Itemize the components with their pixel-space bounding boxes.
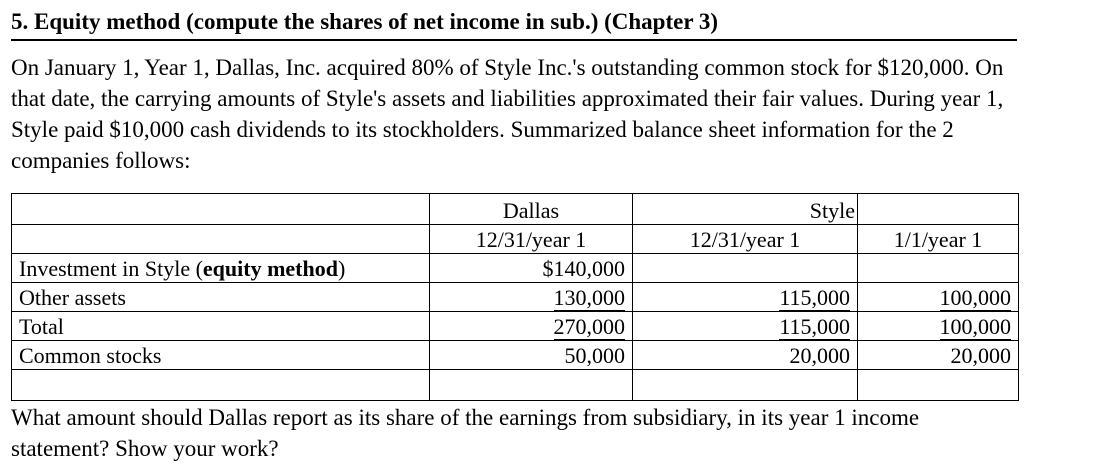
header-style-date-begin: 1/1/year 1 [858, 225, 1019, 254]
table-header-row-dates [12, 225, 1019, 254]
blank-cell [12, 370, 430, 401]
table-row [12, 283, 1019, 312]
table-row-blank [12, 370, 1019, 401]
balance-sheet-table-wrapper [11, 193, 1018, 403]
header-style: Style [633, 194, 858, 225]
problem-title: 5. Equity method (compute the shares of net income in sub.) (Chapter 3) [11, 9, 719, 34]
cell-style-end-other-assets: 115,000 [633, 283, 858, 312]
header-dallas: Dallas [430, 194, 633, 225]
blank-cell [633, 370, 858, 401]
header-dallas-date: 12/31/year 1 [430, 225, 633, 254]
balance-sheet-table [11, 193, 1019, 401]
row-label-other-assets: Other assets [12, 283, 430, 312]
title-divider [11, 39, 1017, 41]
cell-dallas-other-assets: 130,000 [430, 283, 633, 312]
row-label-total: Total [12, 312, 430, 341]
cell-dallas-total: 270,000 [430, 312, 633, 341]
cell-dallas-investment: $140,000 [430, 254, 633, 283]
cell-style-begin-investment [858, 254, 1019, 283]
header-empty-cell [858, 194, 1019, 225]
blank-cell [858, 370, 1019, 401]
cell-dallas-common-stocks: 50,000 [430, 341, 633, 370]
problem-statement: On January 1, Year 1, Dallas, Inc. acquired 80% of Style Inc.'s outstanding common stock for $120,000. On that date, the carrying amounts of Style's assets and liabilities approximated their fair values. During year 1, Style paid $10,000 cash dividends to its stockholders. Summarized balance sheet information for the 2 companies follows: [11, 55, 1004, 173]
blank-cell [430, 370, 633, 401]
cell-style-begin-total: 100,000 [858, 312, 1019, 341]
table-header-row-companies [12, 194, 1019, 225]
cell-style-end-total: 115,000 [633, 312, 858, 341]
table-row [12, 312, 1019, 341]
table-row [12, 341, 1019, 370]
cell-style-begin-common-stocks: 20,000 [858, 341, 1019, 370]
header-style-date-end: 12/31/year 1 [633, 225, 858, 254]
cell-style-begin-other-assets: 100,000 [858, 283, 1019, 312]
row-label-investment: Investment in Style (equity method) [12, 254, 430, 283]
cell-style-end-common-stocks: 20,000 [633, 341, 858, 370]
header-empty-cell [12, 225, 430, 254]
row-label-common-stocks: Common stocks [12, 341, 430, 370]
cell-style-end-investment [633, 254, 858, 283]
header-empty-cell [12, 194, 430, 225]
question-text: What amount should Dallas report as its share of the earnings from subsidiary, in its year 1 income statement? Show your work? [11, 405, 920, 461]
table-row [12, 254, 1019, 283]
